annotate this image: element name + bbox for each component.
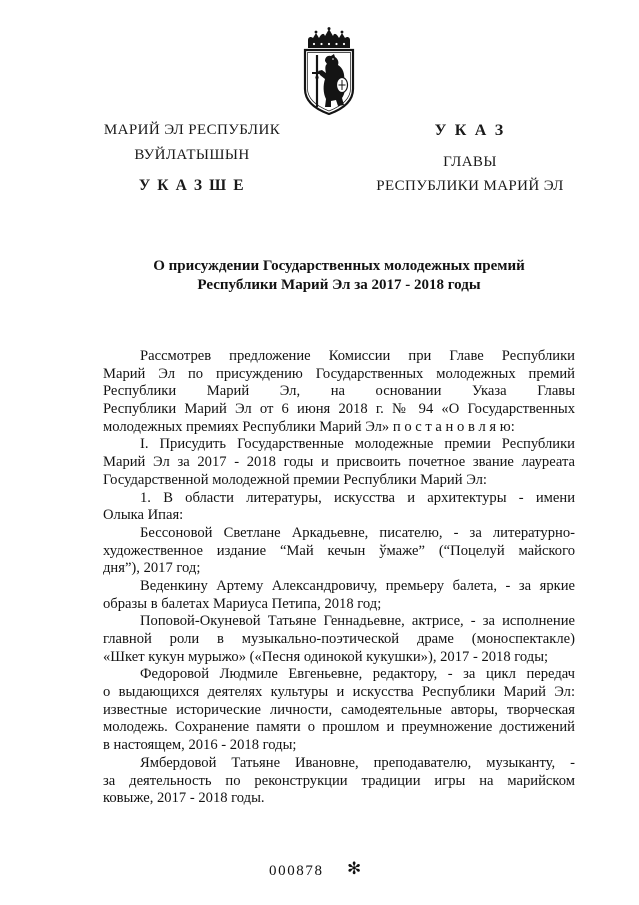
header-decree-word-mari: У К А З Ш Е xyxy=(138,177,246,194)
paragraph-line: I. Присудить Государственные молодежные премии Республики xyxy=(140,436,575,453)
paragraph-line: ковыже, 2017 - 2018 годы. xyxy=(103,790,265,807)
paragraph-line: Рассмотрев предложение Комиссии при Главе Республики xyxy=(140,348,575,364)
paragraph-line: Государственной молодежной премии Республики Марий Эл: xyxy=(103,471,487,488)
decree-title-line: Республики Марий Эл за 2017 - 2018 годы xyxy=(197,277,481,293)
paragraph-line: о выдающихся деятелях культуры и искусства Республики Марий Эл: xyxy=(103,684,575,701)
header-decree-word-russian: У К А З xyxy=(434,122,506,139)
paragraph-line: Марий Эл по присуждению Государственных молодежных премий xyxy=(103,365,575,382)
paragraph-line: 1. В области литературы, искусства и архитектуры - имени xyxy=(140,489,575,506)
paragraph-line: образы в балетах Мариуса Петипа, 2018 год; xyxy=(103,595,382,612)
decree-paragraph xyxy=(103,613,575,666)
header-head-title-russian: ГЛАВЫ xyxy=(443,154,497,170)
decree-title xyxy=(103,257,575,295)
decree-title-line: О присуждении Государственных молодежных премий xyxy=(153,258,525,274)
decree-paragraph xyxy=(103,666,575,754)
serial-asterisk-mark: ✻ xyxy=(347,859,362,879)
emblem-small-shield xyxy=(337,78,348,93)
decree-paragraph xyxy=(103,490,575,525)
paragraph-line: Олыка Ипая: xyxy=(103,507,184,524)
decree-paragraph xyxy=(103,525,575,578)
paragraph-line: Республики Марий Эл, на основании Указа Главы xyxy=(103,383,575,400)
paragraph-line: Ямбердовой Татьяне Ивановне, преподавателю, музыканту, - xyxy=(140,754,575,771)
header-republic-name-russian: РЕСПУБЛИКИ МАРИЙ ЭЛ xyxy=(376,178,564,194)
emblem-crown xyxy=(308,27,350,48)
paragraph-line: Бессоновой Светлане Аркадьевне, писателю, - за литературно- xyxy=(140,524,575,541)
paragraph-line: молодежных премиях Республики Марий Эл» п о с т а н о в л я ю: xyxy=(103,418,515,435)
decree-paragraph xyxy=(103,436,575,489)
header-republic-name-mari: МАРИЙ ЭЛ РЕСПУБЛИК xyxy=(103,122,281,138)
decree-paragraph xyxy=(103,348,575,436)
paragraph-line: «Шкет кукун мурыжо» («Песня одинокой кукушки»), 2017 - 2018 годы; xyxy=(103,648,549,665)
paragraph-line: известные исторические личности, самодеятельные авторы, творческая xyxy=(103,701,575,718)
paragraph-line: в настоящем, 2016 - 2018 годы; xyxy=(103,737,297,754)
paragraph-line: за деятельность по реконструкции традиции игры на марийском xyxy=(103,772,575,789)
paragraph-line: Веденкину Артему Александровичу, премьеру балета, - за яркие xyxy=(140,577,575,594)
decree-body xyxy=(103,348,575,808)
paragraph-line: дня”), 2017 год; xyxy=(103,560,201,577)
coat-of-arms-icon xyxy=(299,27,359,115)
paragraph-line: Поповой-Окуневой Татьяне Геннадьевне, актрисе, - за исполнение xyxy=(140,613,575,630)
decree-paragraph xyxy=(103,755,575,808)
header-head-title-mari: ВУЙЛАТЫШЫН xyxy=(134,147,250,163)
paragraph-line: Федоровой Людмиле Евгеньевне, редактору, - за цикл передач xyxy=(140,666,575,683)
document-serial-number: 000878 xyxy=(269,863,324,879)
paragraph-line: главной роли в музыкально-поэтической драме (моноспектакле) xyxy=(103,631,575,647)
paragraph-line: молодежь. Сохранение памяти о прошлом и преумножение достижений xyxy=(103,719,575,736)
paragraph-line: художественное издание “Май кечын ўмаже” (“Поцелуй майского xyxy=(103,542,575,559)
paragraph-line: Марий Эл за 2017 - 2018 годы и присвоить почетное звание лауреата xyxy=(103,454,575,471)
decree-paragraph xyxy=(103,578,575,613)
paragraph-line: Республики Марий Эл от 6 июня 2018 г. № 94 «О Государственных xyxy=(103,401,575,418)
